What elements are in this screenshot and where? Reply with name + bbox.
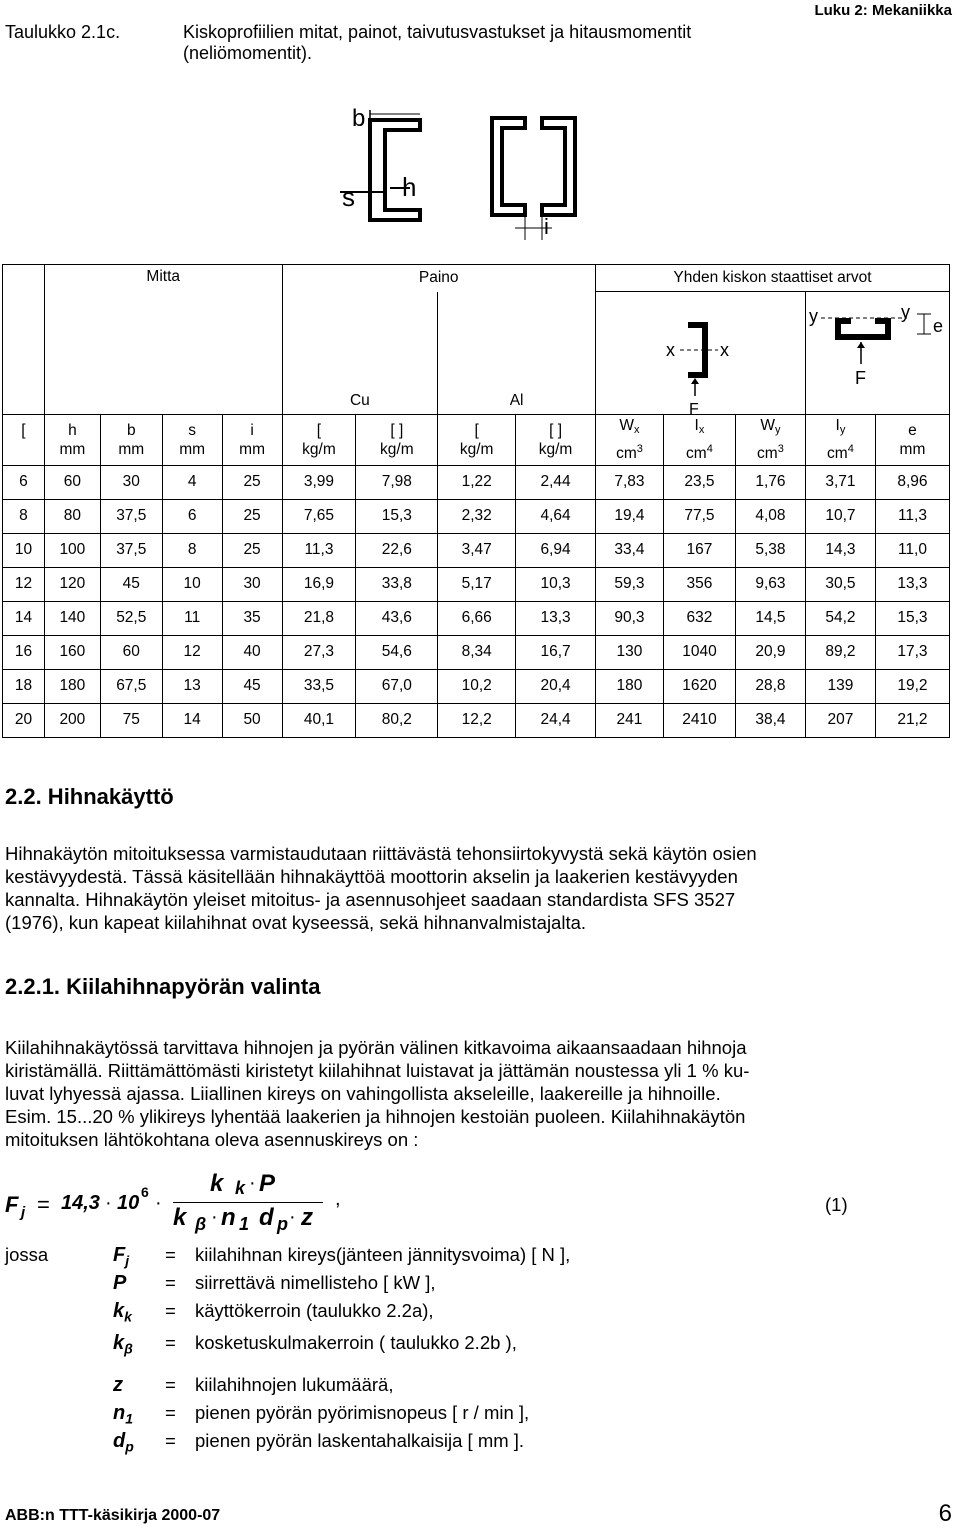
table-cell: 30	[222, 567, 282, 601]
definition-text: pienen pyörän pyörimisnopeus [ r / min ],	[195, 1402, 530, 1423]
table-row	[3, 533, 950, 567]
column-header-subscript: y	[839, 424, 846, 436]
label-b: b	[352, 105, 366, 132]
x-axis-left-label: x	[666, 339, 676, 360]
table-row	[3, 669, 950, 703]
table-cell: 33,4	[595, 533, 663, 567]
table-cell: 20	[3, 703, 45, 737]
definition-text: kiilahihnojen lukumäärä,	[195, 1374, 394, 1395]
table-cell: 21,8	[282, 601, 356, 635]
definition-text: pienen pyörän laskentahalkaisija [ mm ].	[195, 1430, 525, 1451]
table-cell: 24,4	[516, 703, 596, 737]
column-header-unit: cm	[827, 445, 848, 462]
y-axis-icon-cell	[805, 292, 949, 415]
table-cell: 75	[100, 703, 162, 737]
column-header-unit: kg/m	[302, 440, 336, 458]
table-cell: 90,3	[595, 601, 663, 635]
group-staattiset: Yhden kiskon staattiset arvot	[595, 265, 949, 292]
formula-dot2: ·	[155, 1192, 162, 1214]
table-cell: 8,34	[438, 635, 516, 669]
y-axis-right-label: y	[901, 303, 911, 322]
table-cell: 21,2	[875, 703, 949, 737]
definition-symbol-main: P	[113, 1272, 127, 1294]
double-channel-right	[542, 118, 575, 215]
table-cell: 80,2	[356, 703, 438, 737]
table-cell: 15,3	[356, 499, 438, 533]
definition-equals: =	[165, 1244, 176, 1265]
label-s: s	[342, 182, 355, 212]
footer-source: ABB:n TTT-käsikirja 2000-07	[5, 1507, 221, 1524]
al-header: Al	[438, 292, 596, 415]
table-cell: 4,64	[516, 499, 596, 533]
table-cell: 200	[44, 703, 100, 737]
formula-F: F	[5, 1192, 19, 1217]
definition-symbol	[113, 1272, 126, 1295]
x-axis-profile-icon	[600, 304, 800, 414]
table-caption-label: Taulukko 2.1c.	[5, 22, 121, 42]
table-cell: 80	[44, 499, 100, 533]
table-cell: 30	[100, 465, 162, 499]
table-cell: 89,2	[805, 635, 875, 669]
table-cell: 180	[595, 669, 663, 703]
column-header-subscript: y	[775, 424, 781, 436]
definition-symbol	[113, 1402, 133, 1427]
table-cell: 8	[162, 533, 222, 567]
column-header	[100, 414, 162, 465]
table-cell: 3,47	[438, 533, 516, 567]
table-cell: 20,4	[516, 669, 596, 703]
formula-number: (1)	[825, 1194, 848, 1215]
page-number: 6	[938, 1500, 952, 1527]
table-row	[3, 635, 950, 669]
table-cell: 17,3	[875, 635, 949, 669]
table-cell: 28,8	[735, 669, 805, 703]
table-cell: 19,2	[875, 669, 949, 703]
formula-den-d: d	[259, 1204, 274, 1231]
definition-text: kosketuskulmakerroin ( taulukko 2.2b ),	[195, 1332, 517, 1353]
table-cell: 13	[162, 669, 222, 703]
column-header-symbol: [ ]	[549, 421, 562, 439]
column-header	[3, 414, 45, 465]
force-label-1: F	[689, 400, 700, 414]
column-header-unit: mm	[899, 440, 926, 458]
table-cell: 45	[222, 669, 282, 703]
table-cell: 22,6	[356, 533, 438, 567]
para2-line3: luvat lyhyessä ajassa. Liiallinen kireys on vahingollista akseleille, laakereille ja hihnoille.	[5, 1083, 721, 1104]
formula-den-n: n	[221, 1204, 236, 1231]
table-cell: 6	[162, 499, 222, 533]
table-body	[3, 465, 950, 737]
table-cell: 11	[162, 601, 222, 635]
column-header-subscript: x	[698, 424, 705, 436]
column-header-unit: mm	[239, 440, 265, 458]
formula-num-P: P	[259, 1170, 276, 1197]
table-row	[3, 601, 950, 635]
column-header-symbol: W	[760, 417, 775, 434]
label-h: h	[402, 172, 417, 202]
formula-const: 14,3	[61, 1192, 100, 1214]
definition-symbol-subscript: β	[124, 1340, 133, 1357]
table-cell: 11,3	[282, 533, 356, 567]
header-row	[3, 414, 950, 465]
formula-num-dot: ·	[249, 1172, 256, 1194]
formula-den-dot2: ·	[289, 1206, 296, 1228]
table-cell: 9,63	[735, 567, 805, 601]
column-header-symbol: [ ]	[390, 421, 404, 439]
definition-symbol-main: k	[113, 1300, 125, 1322]
definition-symbol-subscript: j	[125, 1252, 130, 1269]
formula-1	[5, 1170, 955, 1240]
definition-text: käyttökerroin (taulukko 2.2a),	[195, 1300, 434, 1321]
table-cell: 18	[3, 669, 45, 703]
table-cell: 3,71	[805, 465, 875, 499]
formula-eq: =	[37, 1192, 50, 1217]
column-header-exponent: 4	[847, 443, 854, 455]
table-cell: 33,5	[282, 669, 356, 703]
table-cell: 7,65	[282, 499, 356, 533]
definition-text: kiilahihnan kireys(jänteen jännitysvoima) [ N ],	[195, 1244, 571, 1265]
table-cell: 25	[222, 499, 282, 533]
column-header-unit: cm	[616, 445, 637, 462]
column-header-unit: mm	[59, 440, 86, 458]
table-cell: 25	[222, 465, 282, 499]
para1-line2: kestävyydestä. Tässä käsitellään hihnakäyttöä moottorin akselin ja laakerien kestävyyden	[5, 866, 738, 887]
column-header-unit: mm	[179, 440, 206, 458]
table-cell: 7,83	[595, 465, 663, 499]
force-label-2: F	[855, 367, 867, 388]
table-cell: 60	[100, 635, 162, 669]
column-header-symbol: e	[908, 421, 917, 439]
table-cell: 207	[805, 703, 875, 737]
column-header-unit: kg/m	[459, 440, 494, 458]
table-cell: 77,5	[663, 499, 735, 533]
table-cell: 20,9	[735, 635, 805, 669]
column-header-symbol: [	[21, 421, 26, 439]
table-cell: 33,8	[356, 567, 438, 601]
table-cell: 35	[222, 601, 282, 635]
table-cell: 7,98	[356, 465, 438, 499]
definition-symbol-main: F	[113, 1244, 126, 1266]
column-header-subscript: x	[634, 424, 640, 436]
formula-num-k: k	[210, 1170, 224, 1197]
table-cell: 167	[663, 533, 735, 567]
table-cell: 2410	[663, 703, 735, 737]
jossa-label: jossa	[5, 1244, 49, 1265]
definition-symbol-subscript: k	[124, 1308, 132, 1325]
table-cell: 6,66	[438, 601, 516, 635]
table-cell: 2,32	[438, 499, 516, 533]
table-cell: 100	[44, 533, 100, 567]
table-cell: 12	[3, 567, 45, 601]
table-cell: 10,7	[805, 499, 875, 533]
column-header-unit: kg/m	[380, 440, 414, 458]
table-cell: 59,3	[595, 567, 663, 601]
definition-symbol-subscript: p	[125, 1438, 134, 1455]
definition-equals: =	[165, 1332, 176, 1353]
x-axis-right-label: x	[720, 339, 730, 360]
profile-figure	[330, 100, 600, 240]
column-header-unit: mm	[118, 440, 145, 458]
label-i: i	[544, 214, 549, 239]
formula-num-ksub: k	[235, 1178, 246, 1198]
column-header	[44, 414, 100, 465]
table-cell: 356	[663, 567, 735, 601]
para2-line2: kiristämällä. Riittämättömästi kiristetyt kiilahihnat luistavat ja jättämän noustessa yli 1 % ku-	[5, 1060, 750, 1081]
table-cell: 1,76	[735, 465, 805, 499]
table-cell: 45	[100, 567, 162, 601]
table-cell: 5,38	[735, 533, 805, 567]
group-mitta: Mitta	[44, 265, 282, 415]
column-header	[516, 414, 596, 465]
table-cell: 1620	[663, 669, 735, 703]
formula-j: j	[21, 1204, 26, 1221]
corner-cell	[3, 265, 45, 415]
definition-symbol-main: z	[113, 1374, 123, 1396]
para2-line1: Kiilahihnakäytössä tarvittava hihnojen ja pyörän välinen kitkavoima aikaansaadaan hihnoja	[5, 1037, 747, 1058]
table-cell: 180	[44, 669, 100, 703]
table-cell: 54,6	[356, 635, 438, 669]
formula-den-k: k	[173, 1204, 187, 1231]
table-cell: 37,5	[100, 499, 162, 533]
column-header	[805, 414, 875, 465]
table-cell: 5,17	[438, 567, 516, 601]
para1-line4: (1976), kun kapeat kiilahihnat ovat kyseessä, sekä hihnanvalmistajalta.	[5, 912, 587, 933]
table-cell: 4	[162, 465, 222, 499]
definition-symbol	[113, 1244, 129, 1269]
table-caption-line2: (neliömomentit).	[183, 43, 313, 63]
table-row	[3, 567, 950, 601]
table-cell: 10	[3, 533, 45, 567]
table-cell: 14	[162, 703, 222, 737]
column-header-symbol: [	[316, 421, 322, 439]
formula-dot1: ·	[105, 1192, 112, 1214]
double-channel-left	[492, 118, 525, 215]
table-cell: 67,0	[356, 669, 438, 703]
table-cell: 37,5	[100, 533, 162, 567]
column-header-unit: kg/m	[538, 440, 573, 458]
column-header	[356, 414, 438, 465]
formula-den-p: p	[277, 1214, 288, 1234]
column-header-symbol: W	[619, 417, 635, 434]
definition-symbol-main: n	[113, 1402, 126, 1424]
formula-den-1: 1	[239, 1214, 250, 1234]
definition-equals: =	[165, 1374, 176, 1395]
table-cell: 60	[44, 465, 100, 499]
column-header-symbol: [	[474, 421, 479, 439]
table-cell: 1040	[663, 635, 735, 669]
table-cell: 67,5	[100, 669, 162, 703]
y-axis-profile-icon	[807, 304, 947, 414]
definition-equals: =	[165, 1402, 176, 1423]
column-header	[162, 414, 222, 465]
table-cell: 30,5	[805, 567, 875, 601]
table-caption	[5, 22, 691, 64]
table-row	[3, 703, 950, 737]
group-paino: Paino	[282, 265, 595, 292]
column-header-unit: cm	[686, 445, 707, 462]
formula-den-z: z	[301, 1204, 313, 1231]
table-cell: 38,4	[735, 703, 805, 737]
definition-equals: =	[165, 1272, 176, 1293]
table-cell: 14	[3, 601, 45, 635]
column-header	[595, 414, 663, 465]
table-cell: 8,96	[875, 465, 949, 499]
section-2-2-paragraph	[5, 842, 955, 934]
column-header	[282, 414, 356, 465]
table-cell: 14,5	[735, 601, 805, 635]
table-cell: 120	[44, 567, 100, 601]
section-2-2-title: 2.2. Hihnakäyttö	[5, 784, 174, 809]
table-cell: 241	[595, 703, 663, 737]
table-cell: 19,4	[595, 499, 663, 533]
table-cell: 11,0	[875, 533, 949, 567]
table-cell: 27,3	[282, 635, 356, 669]
para1-line1: Hihnakäytön mitoituksessa varmistaudutaan riittävästä tehonsiirtokyvystä sekä käytön osien	[5, 843, 757, 864]
table-cell: 13,3	[516, 601, 596, 635]
table-cell: 130	[595, 635, 663, 669]
table-cell: 16,7	[516, 635, 596, 669]
table-cell: 8	[3, 499, 45, 533]
table-cell: 54,2	[805, 601, 875, 635]
formula-exp: 6	[141, 1184, 149, 1200]
table-cell: 50	[222, 703, 282, 737]
column-header-symbol: I	[835, 417, 840, 434]
x-axis-icon-cell	[595, 292, 805, 415]
para2-line5: mitoituksen lähtökohtana oleva asennuskireys on :	[5, 1129, 419, 1150]
table-cell: 25	[222, 533, 282, 567]
column-header-exponent: 3	[636, 443, 643, 455]
column-header	[222, 414, 282, 465]
table-cell: 6	[3, 465, 45, 499]
table-cell: 15,3	[875, 601, 949, 635]
para1-line3: kannalta. Hihnakäytön yleiset mitoitus- ja asennusohjeet saadaan standardista SFS 3527	[5, 889, 736, 910]
table-cell: 23,5	[663, 465, 735, 499]
column-header-symbol: b	[126, 421, 136, 439]
definition-symbol-main: k	[113, 1332, 125, 1354]
table-cell: 3,99	[282, 465, 356, 499]
formula-ten: 10	[117, 1192, 140, 1214]
table-cell: 40	[222, 635, 282, 669]
table-cell: 16	[3, 635, 45, 669]
column-header-exponent: 4	[706, 443, 713, 455]
table-cell: 10,2	[438, 669, 516, 703]
definition-symbol-subscript: 1	[125, 1410, 134, 1427]
profile-table	[2, 264, 950, 738]
definition-symbol	[113, 1332, 133, 1357]
column-header-symbol: s	[188, 421, 197, 439]
table-cell: 40,1	[282, 703, 356, 737]
table-cell: 10	[162, 567, 222, 601]
chapter-header: Luku 2: Mekaniikka	[814, 2, 952, 19]
table-cell: 632	[663, 601, 735, 635]
table-cell: 13,3	[875, 567, 949, 601]
definition-equals: =	[165, 1300, 176, 1321]
definition-text: siirrettävä nimellisteho [ kW ],	[195, 1272, 436, 1293]
definition-symbol	[113, 1300, 132, 1325]
table-cell: 12	[162, 635, 222, 669]
formula-den-beta: β	[195, 1214, 207, 1234]
table-cell: 139	[805, 669, 875, 703]
y-axis-left-label: y	[809, 305, 819, 326]
para2-line4: Esim. 15...20 % ylikireys lyhentää laakerien ja hihnojen kestoiän puoleen. Kiilahihnakäytön	[5, 1106, 746, 1127]
table-cell: 4,08	[735, 499, 805, 533]
table-cell: 43,6	[356, 601, 438, 635]
column-header	[663, 414, 735, 465]
column-header-symbol: i	[250, 421, 254, 439]
table-caption-line1: Kiskoprofiilien mitat, painot, taivutusvastukset ja hitausmomentit	[183, 22, 692, 42]
definition-symbol	[113, 1374, 123, 1397]
table-cell: 140	[44, 601, 100, 635]
definition-equals: =	[165, 1430, 176, 1451]
table-cell: 160	[44, 635, 100, 669]
section-2-2-1-paragraph	[5, 1036, 955, 1151]
e-label: e	[933, 315, 944, 336]
table-cell: 10,3	[516, 567, 596, 601]
column-header-symbol: I	[694, 417, 699, 434]
table-cell: 6,94	[516, 533, 596, 567]
table-cell: 14,3	[805, 533, 875, 567]
formula-den-dot1: ·	[211, 1206, 218, 1228]
table-cell: 12,2	[438, 703, 516, 737]
cu-header: Cu	[282, 292, 438, 415]
table-cell: 2,44	[516, 465, 596, 499]
table-row	[3, 465, 950, 499]
table-cell: 16,9	[282, 567, 356, 601]
fraction-bar	[173, 1202, 323, 1203]
table-cell: 11,3	[875, 499, 949, 533]
column-header	[438, 414, 516, 465]
single-channel-profile	[370, 120, 420, 220]
column-header-symbol: h	[68, 421, 77, 439]
definition-symbol-main: d	[113, 1430, 126, 1452]
table-cell: 52,5	[100, 601, 162, 635]
formula-comma: ,	[335, 1188, 341, 1210]
column-header-exponent: 3	[777, 443, 784, 455]
definition-symbol	[113, 1430, 134, 1455]
column-header-unit: cm	[757, 445, 778, 462]
column-header	[875, 414, 949, 465]
table-cell: 1,22	[438, 465, 516, 499]
table-row	[3, 499, 950, 533]
section-2-2-1-title: 2.2.1. Kiilahihnapyörän valinta	[5, 974, 321, 999]
column-header	[735, 414, 805, 465]
